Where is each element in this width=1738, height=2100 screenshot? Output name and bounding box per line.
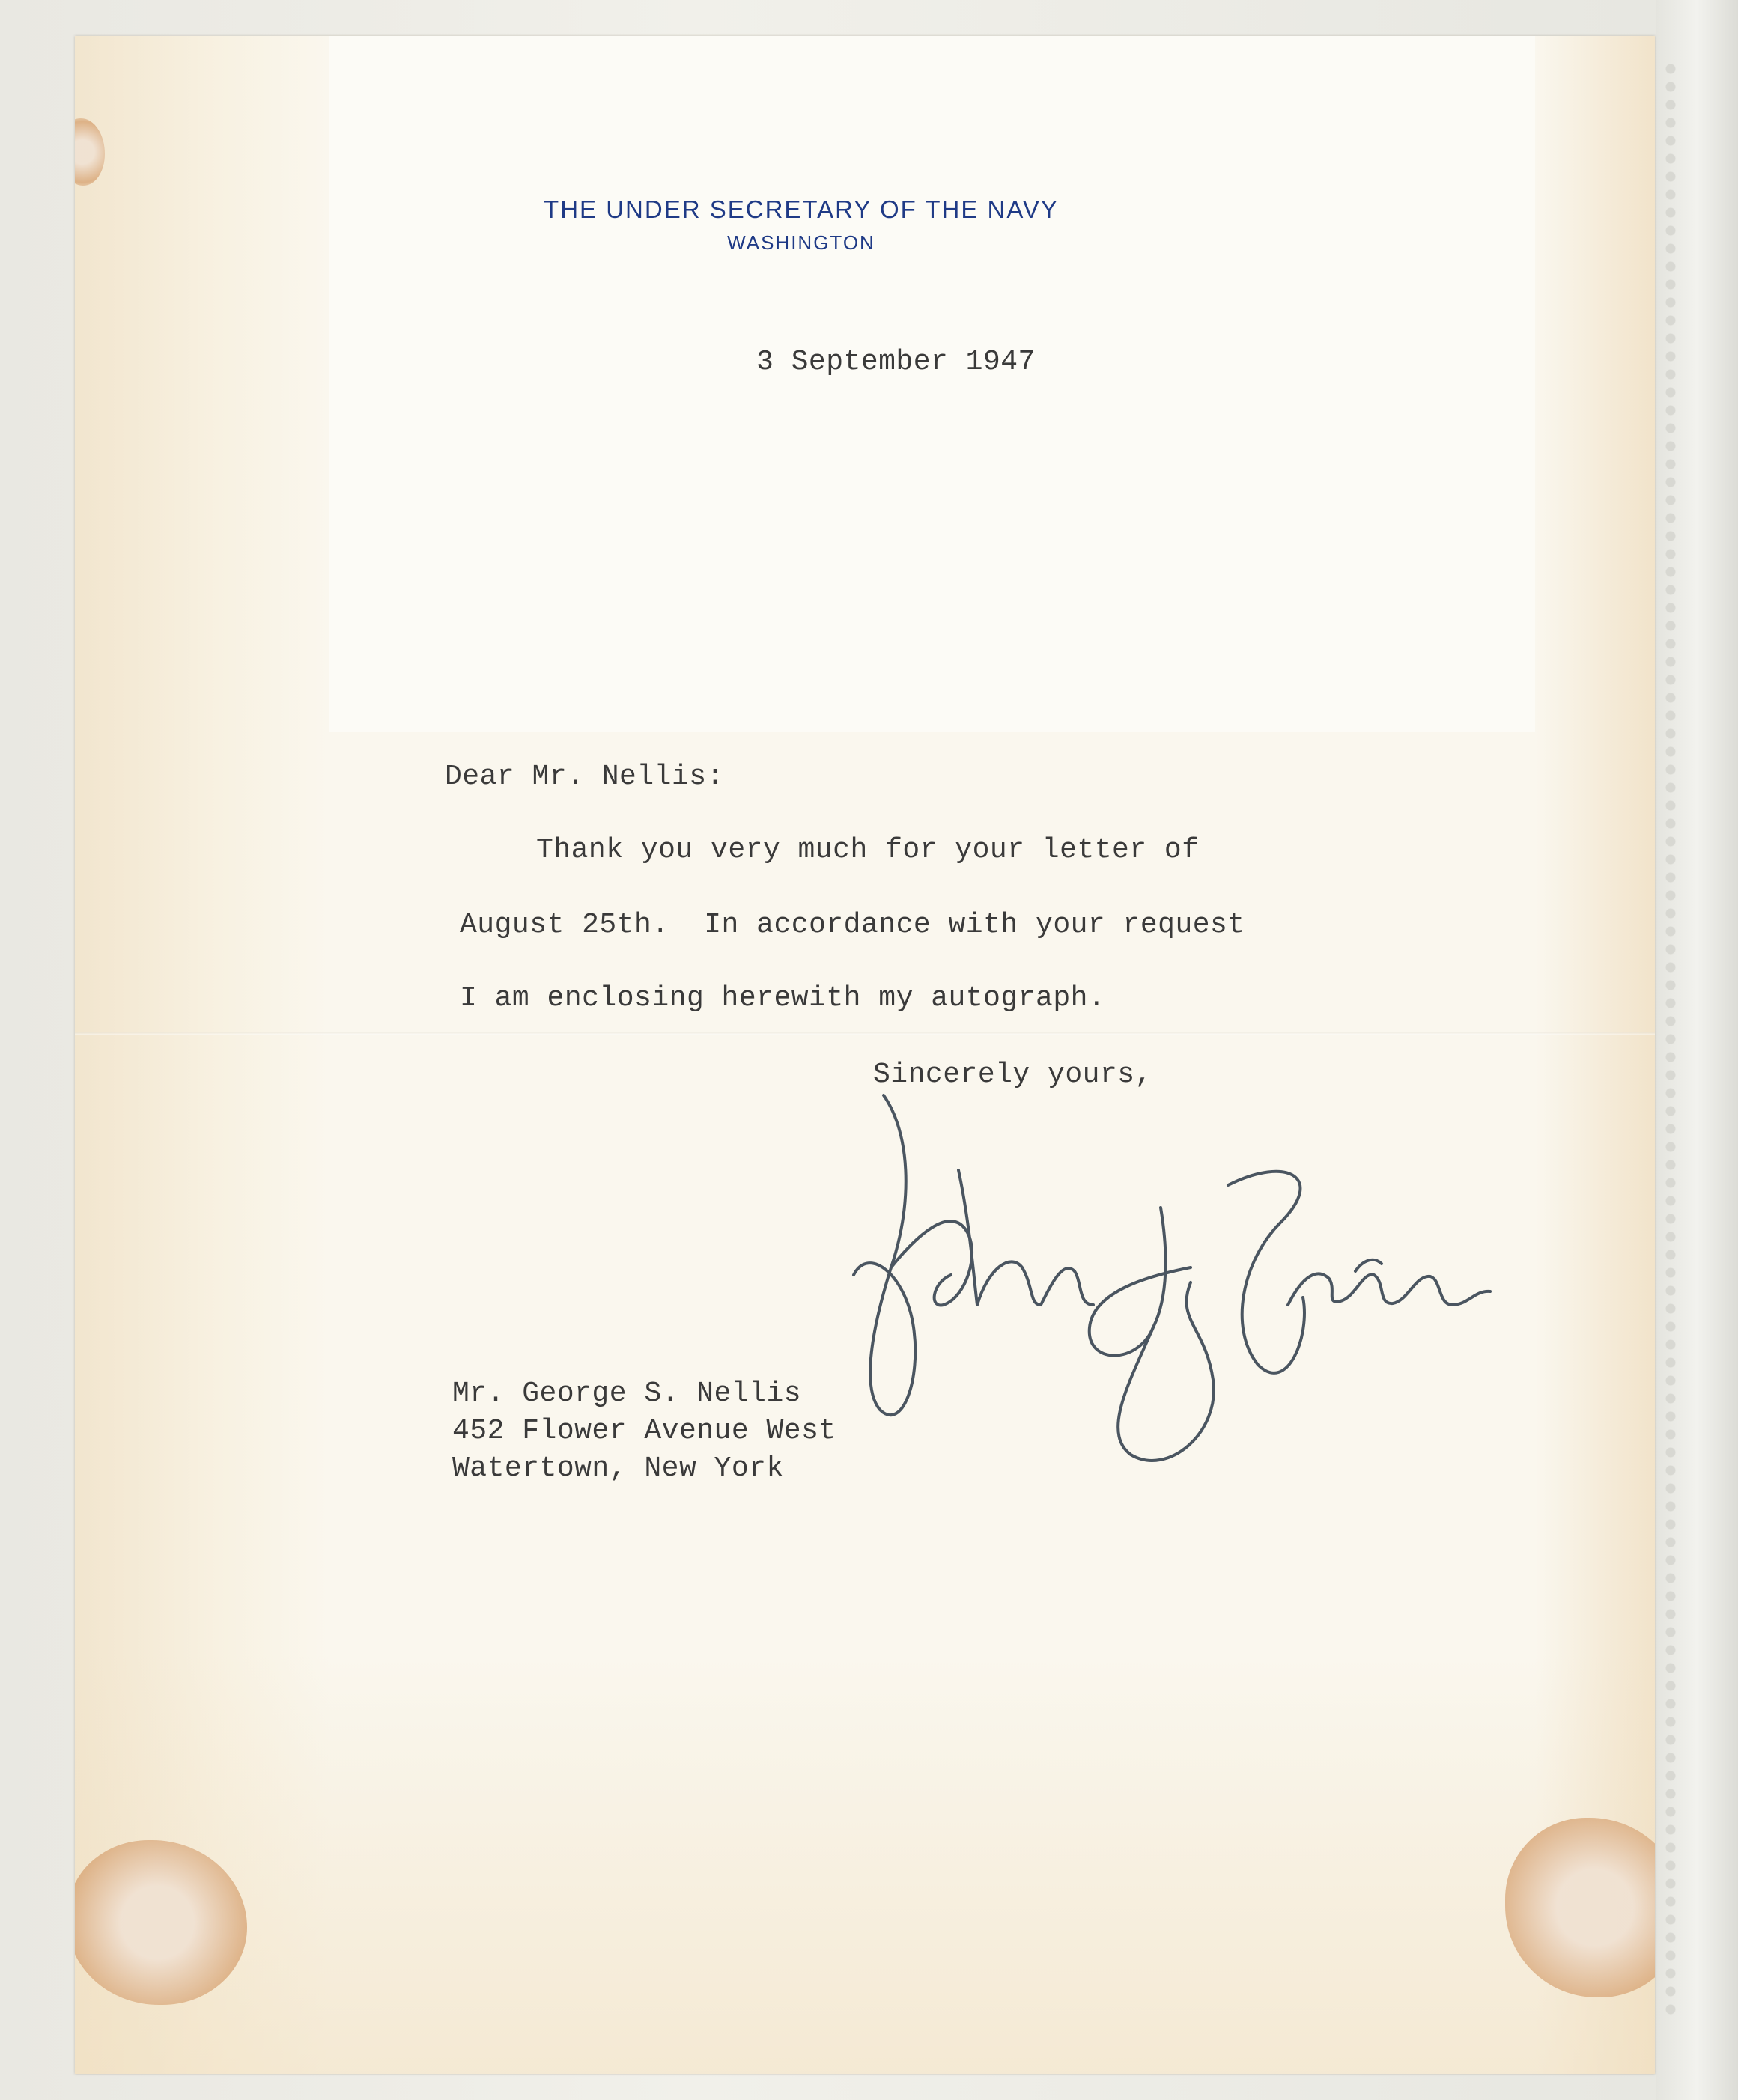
fold-crease [75,1032,1655,1035]
recipient-city-state: Watertown, New York [452,1452,784,1485]
sleeve-perforation [1661,60,1680,2021]
letterhead-organization: THE UNDER SECRETARY OF THE NAVY [544,195,1059,223]
letter-paper [75,36,1655,2074]
body-line-1: Thank you very much for your letter of [536,834,1200,866]
tape-overlay [329,36,1535,732]
body-line-2: August 25th. In accordance with your request [460,909,1245,941]
letterhead [75,193,1528,256]
letterhead-city: WASHINGTON [727,231,875,254]
closing: Sincerely yours, [873,1059,1152,1091]
handwritten-signature [839,1080,1513,1485]
salutation: Dear Mr. Nellis: [445,761,724,793]
body-line-3: I am enclosing herewith my autograph. [460,982,1106,1014]
letter-date: 3 September 1947 [756,346,1036,378]
recipient-name: Mr. George S. Nellis [452,1378,802,1410]
paper-toning-bottom [75,1655,1655,2074]
recipient-street: 452 Flower Avenue West [452,1415,836,1447]
